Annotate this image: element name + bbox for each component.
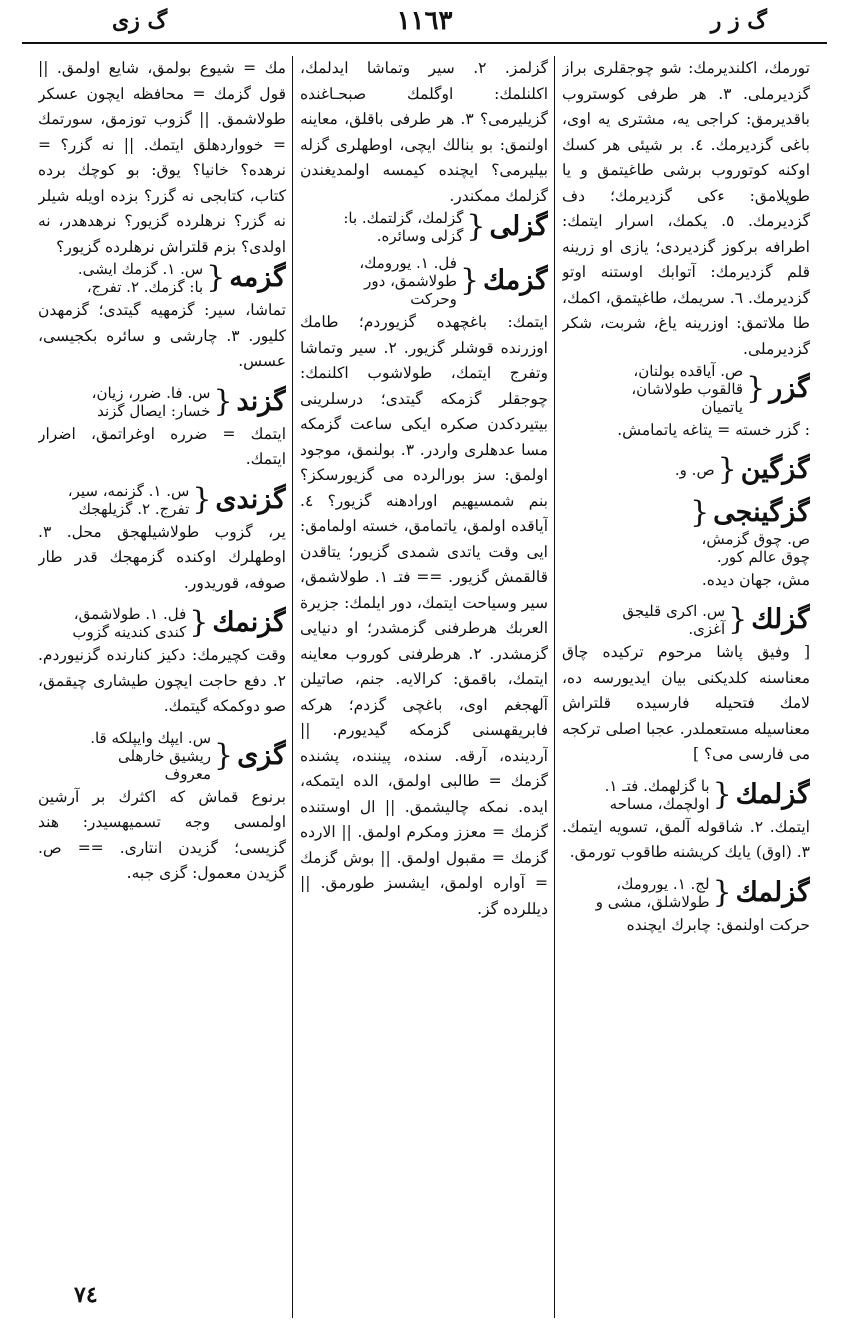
entry-definition: برنوع قماش که اکثرك بر آرشین اولمسی وجه تسمیهسیدر: هند گزیسی؛ گزیدن انتاری. == ص. گزیدن معمول: گزی جبه. <box>38 787 286 882</box>
grammar-note: گزلمك، گزلتمك. با: گزلی وسائره. <box>343 209 464 245</box>
entry-definition: ایتمك. ٢. شاقوله آلمق، تسویه ایتمك. ٣. (اوق) یایك کریشنه طاقوب تورمق. <box>562 817 810 861</box>
headword: گزند <box>236 385 286 417</box>
brace-glyph: { <box>214 737 234 773</box>
brace-glyph: { <box>717 451 737 487</box>
header-page-number: ١١٦٣ <box>396 6 453 36</box>
entry-definition: وقت کچیرمك: دکیز کنارنده گزنیوردم. ٢. دفع حاجت ایچون طیشاری چیقمق، صو دوکمکه گیتمك. <box>38 646 286 715</box>
grammar-note: ص. و. <box>674 460 715 479</box>
dictionary-entry <box>38 384 286 473</box>
header-guide-word-left: گ زی <box>112 8 168 34</box>
dictionary-entry <box>562 602 810 768</box>
brace-glyph: { <box>728 602 748 637</box>
continued-entry-text: گزلمز. ٢. سیر وتماشا ایدلمك، اکلنلمك: اوگلمك صبحـاغنده گزیلیرمی؟ ٣. هر طرفی باقلق، معاینه اولنمق: بو بنالك ایچی، اوطهلری گزله بیلیرمی؟ ایچنده کیمسه اولمدیغندن گزلمك ممکندر. <box>300 59 548 205</box>
grammar-note: فل. ١. یورومك، طولاشمق، دور وحرکت <box>359 254 457 308</box>
page-header <box>22 0 827 44</box>
dictionary-entry <box>562 875 810 939</box>
page-number-bottom: ٧٤ <box>74 1282 98 1308</box>
brace-glyph: { <box>213 383 233 419</box>
headword: گزلی <box>489 211 548 242</box>
entry-definition: ایتمك: باغچهده گزیوردم؛ طامك اوزرنده قوشلر گزیور. ٢. سیر وتماشا وتفرج ایتمك، طولاشوب اکلنمك: چوجقلر گزمکه گیتدی؛ درسلرینی بیتیردکدن صکره ایکی ساعت گزمکه مسا عدهلری واردر. ٣. بولنمق، موجود اولمق: سز بورالرده می گزیورسکز؟ بنم شمسیهیم اورادهنه گزیور؟ ٤. آیاقده اولمق، یاتمامق، خسته اولمامق: ایی وقت یاتدی شمدی گزیور؛ یتاقدن قالقمش گزیور. == فتـ ١. طولاشمق، سیر وسیاحت ایتمك، دور ایلمك: جزیرة العربك هرطرفنی گزمشدر؛ او دنیایی گزمشدر. ٢. هرطرفنی کوروب معاینه ایتمك، باقمق: کرالایه. جنم، صاتیلن آلهجغم اوی، باغچی گزدم؛ هرکه فابریقهسنی گزمکه گیدیورم. || آردینده، آرقه. سنده، پیننده، پشنده گزمك = طالبی اولمق، الده ایتمکه، ایده. نمکه چالیشمق. || ال اوستنده گزمك = معزز ومکرم اولمق. || الارده گزمك = مقبول اولمق. || بوش گزمك = آواره اولمق، ایشسز طورمق. || دیللرده گز. <box>300 313 548 918</box>
grammar-note: س. ١. گزنمه، سیر، تفرج. ٢. گزیلهجك <box>67 481 190 518</box>
dictionary-entry <box>562 362 810 444</box>
entry-definition: تماشا، سیر: گزمهیه گیتدی؛ گزمهدن کلیور. ٣. چارشی و سائره بکجیسی، عسس. <box>38 301 286 370</box>
grammar-note: س. فا. ضرر، زیان، خسار: ایصال گزند <box>91 383 211 420</box>
grammar-note: ص. چوق گزمش، چوق عالم کور. <box>701 529 810 566</box>
brace-glyph: { <box>192 481 212 517</box>
dictionary-entry <box>300 209 548 245</box>
header-guide-word-right: گ ز ر <box>710 8 767 34</box>
brace-glyph: { <box>459 263 480 298</box>
grammar-note: س. ایپك وایپلکه قا. ریشیق خارهلی معروف <box>90 728 212 783</box>
brace-glyph: { <box>206 260 226 295</box>
column-middle <box>300 56 548 1268</box>
dictionary-entry <box>562 777 810 866</box>
headword: گزی <box>237 739 286 771</box>
headword: گزمك <box>483 265 548 296</box>
grammar-note: س. اکری قلیجق آغزی. <box>622 602 726 638</box>
continued-entry-text: تورمك، اکلندیرمك: شو چوجقلری براز گزدیرملی. ٣. هر طرفی کوستروب باقدیرمق: کراجی یه، مشتری یه اوی، باغی گزدیرمك. ٤. بر شیئی هر کسك اوکنه کوتوروب برشی طاغیتمق و یا طوپلامق: ءکی گزدیرمك؛ دف گزدیرمك. ٥. یکمك، اسرار ایتمك: اطرافه برکوز گزدیردی؛ یازی او زرینه قلم گزدیرمك: آتوابك اوستنه اوتو گزدیرمك. ٦. سریمك، طاغیتمق، اکمك، طا ملاتمق: اوزرینه یاغ، شربت، شکر گزدیرملی. <box>562 59 810 358</box>
entry-definition: حرکت اولنمق: چابرك ایچنده <box>626 915 810 934</box>
column-left <box>38 56 286 1268</box>
grammar-note: با گزلهمك. فتـ ١. اولچمك، مساحه <box>604 776 710 813</box>
brace-glyph: { <box>189 605 209 640</box>
grammar-note: لج. ١. یورومك، طولاشلق، مشی و <box>595 874 710 911</box>
brace-glyph: { <box>466 209 486 244</box>
entry-definition: مش، جهان دیده. <box>701 570 810 589</box>
headword: گزنمك <box>212 607 286 638</box>
dictionary-entry <box>38 482 286 597</box>
brace-glyph: { <box>712 874 732 910</box>
entry-definition: [ وفیق پاشا مرحوم ترکیده چاق معناسنه کلدیکنی بیان ایدیورسه ده، لامك فتحیله فارسیده قلتراش معناسیله مستعملدر. عجبا اصلی ترکجه می فارسی می؟ ] <box>562 643 810 763</box>
entry-definition: ایتمك = ضرره اوغراتمق، اضرار ایتمك. <box>38 424 286 468</box>
entry-definition: : گزر خسته = یتاغه یاتمامش. <box>617 421 810 439</box>
headword: گزندی <box>215 483 286 515</box>
dictionary-entry <box>38 729 286 887</box>
headword: گزلك <box>751 604 810 635</box>
column-divider <box>554 56 555 1318</box>
column-divider <box>292 56 293 1318</box>
headword: گزر <box>769 373 810 404</box>
dictionary-entry <box>38 260 286 375</box>
grammar-note: س. ١. گزمك ایشی. با: گزمك. ٢. تفرج، <box>77 260 204 296</box>
dictionary-entry <box>300 254 548 922</box>
grammar-note: ص. آیاقده بولنان، قالقوب طولاشان، یاتمیان <box>631 362 744 416</box>
headword: گزلمك <box>735 778 810 810</box>
headword: گزگین <box>740 453 810 485</box>
headword: گزگینجی <box>713 496 810 528</box>
dictionary-entry <box>562 453 810 487</box>
headword: گزمه <box>229 262 286 293</box>
continued-entry-text: مك = شیوع بولمق، شایع اولمق. || قول گزمك = محافظه ایچون عسکر طولاشمق. || گزوب توزمق، سورتمك = خوواردهلق ایتمك. || نه گزر؟ = نرهده؟ خانیا؟ یوق: بو کوچك برده کتاب، کتابجی نه گزر؟ بزده اویله شیلر نه گزر؟ نرهلرده گزیور؟ نرهدهدر، نه اولدی؟ بزم قلتراش نرهلرده گزیور؟ <box>38 59 286 256</box>
column-right <box>562 56 810 1268</box>
brace-glyph: { <box>712 776 732 812</box>
brace-glyph: { <box>746 371 766 406</box>
entry-definition: یر، گزوب طولاشیلهجق محل. ٣. اوطهلرك اوکنده گزمهجك قدر طار صوفه، قوریدور. <box>38 522 286 592</box>
brace-glyph: { <box>690 494 710 530</box>
headword: گزلمك <box>735 876 810 908</box>
grammar-note: فل. ١. طولاشمق، کندی کندینه گزوب <box>72 605 187 641</box>
dictionary-entry <box>562 496 810 594</box>
dictionary-entry <box>38 605 286 720</box>
